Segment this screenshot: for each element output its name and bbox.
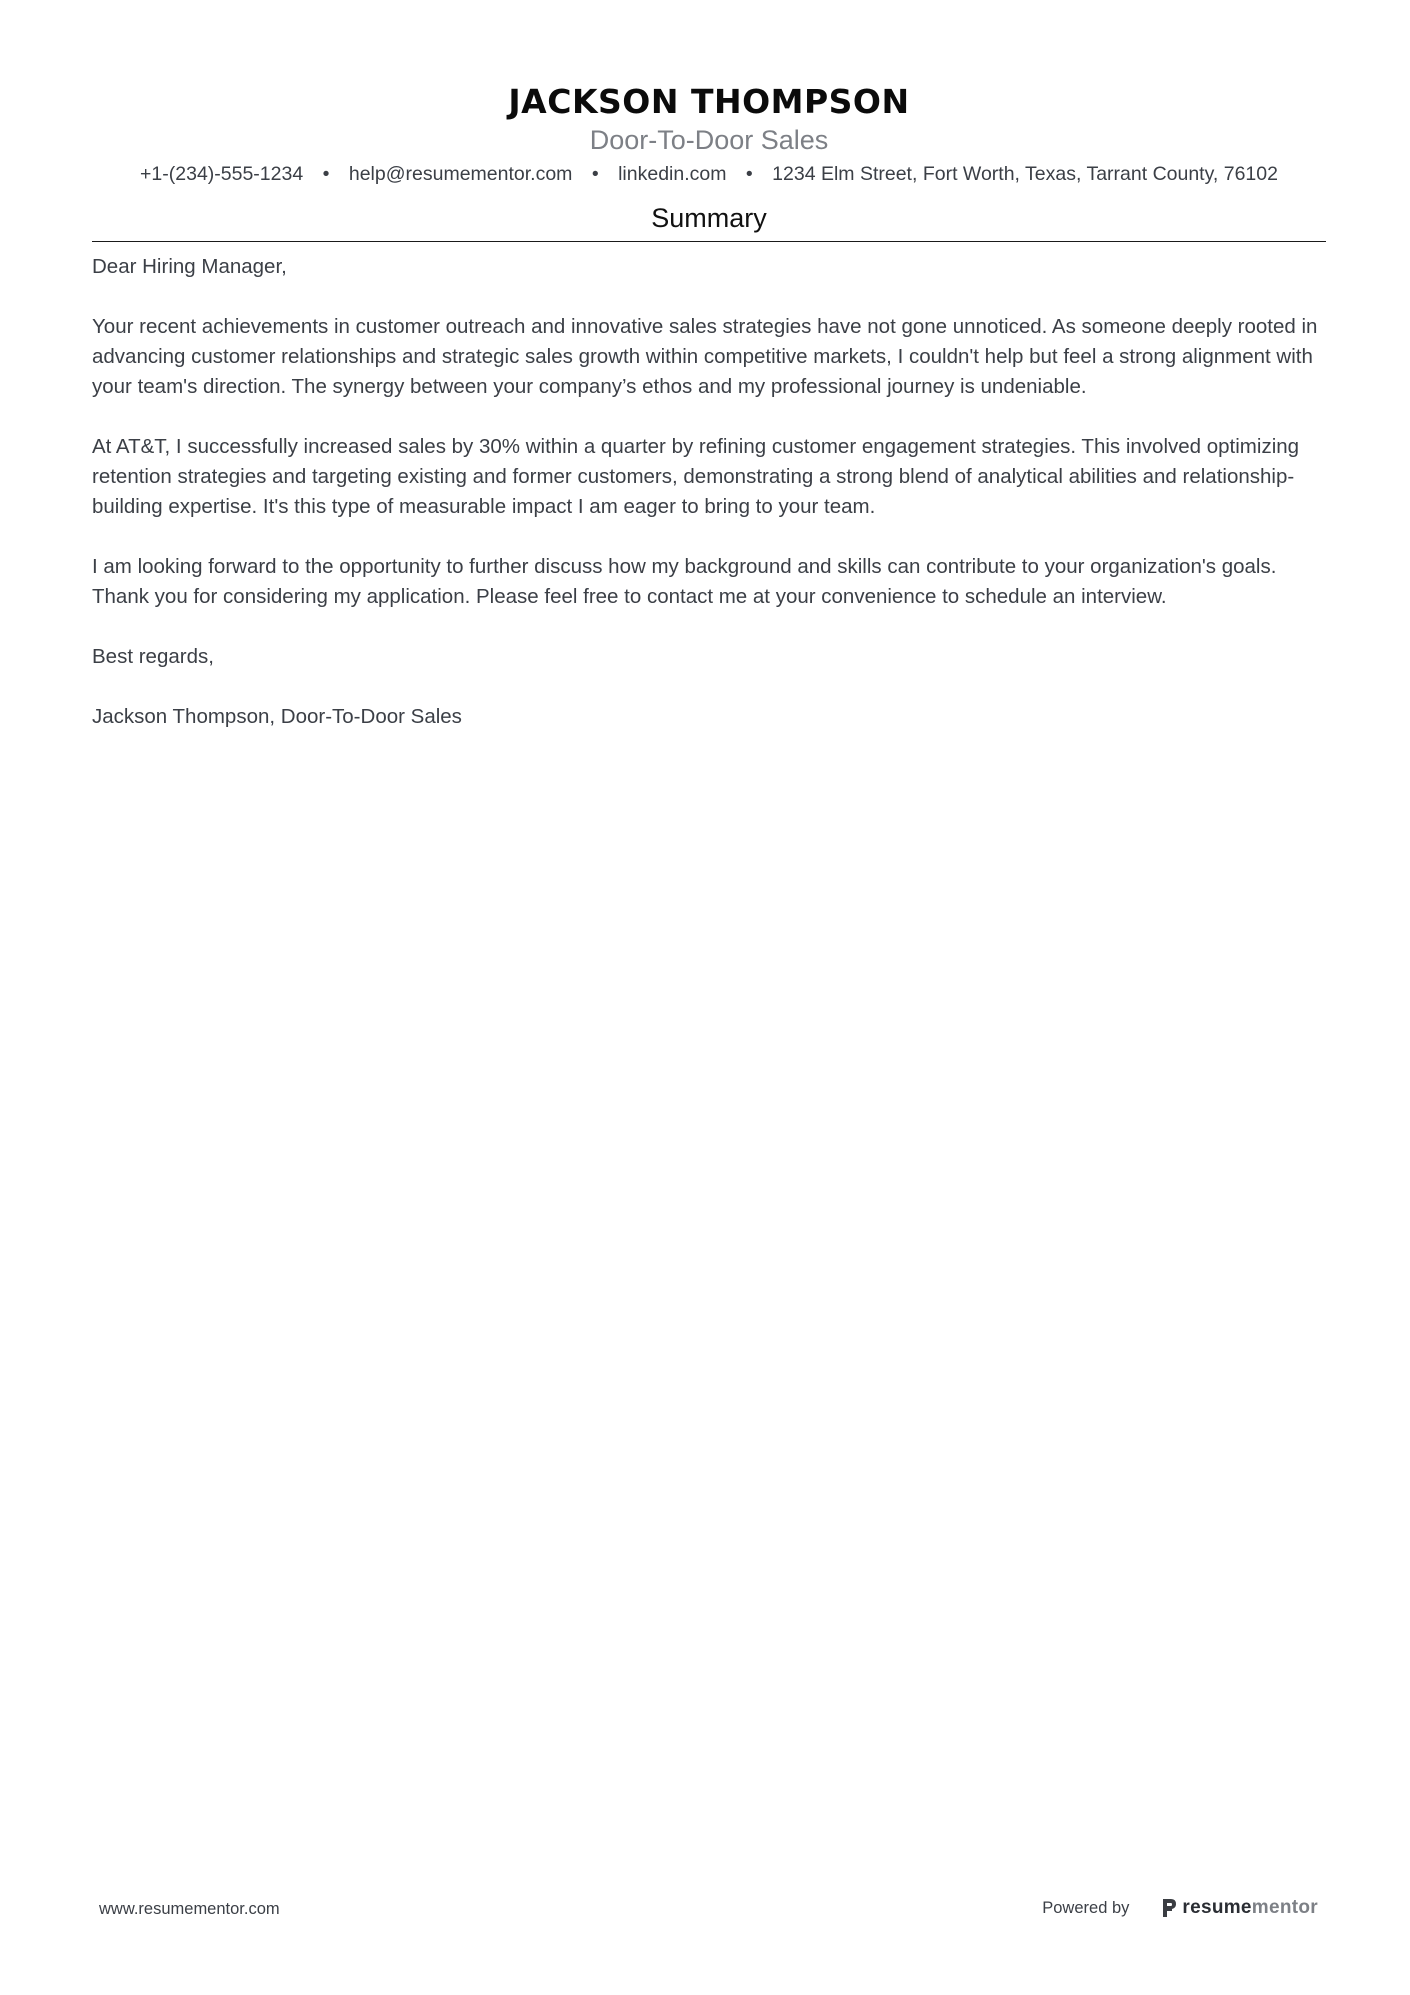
brand-text-mentor: mentor (1251, 1897, 1318, 1918)
letter-closing: Best regards, (92, 645, 214, 668)
cover-letter-body (92, 252, 1326, 762)
letter-paragraph: Your recent achievements in customer outreach and innovative sales strategies have not gone unnoticed. As someone deeply rooted in advancing customer relationships and strategic sales growth within competitive markets, I couldn't help but feel a strong alignment with your team's direction. The synergy between your company’s ethos and my professional journey is undeniable. (92, 315, 1318, 398)
powered-by-label: Powered by (1042, 1898, 1130, 1917)
footer-website[interactable]: www.resumementor.com (99, 1900, 280, 1918)
footer-branding (1042, 1897, 1318, 1919)
contact-line (92, 162, 1326, 186)
resumementor-logo-icon (1161, 1897, 1177, 1919)
section-title: Summary (651, 203, 767, 233)
brand-text-resume: resume (1182, 1897, 1252, 1918)
letter-signature: Jackson Thompson, Door-To-Door Sales (92, 705, 462, 728)
contact-separator: • (745, 163, 753, 185)
letter-greeting: Dear Hiring Manager, (92, 255, 287, 278)
section-divider (92, 241, 1326, 242)
contact-linkedin[interactable]: linkedin.com (618, 163, 727, 185)
candidate-name: JACKSON THOMPSON (508, 82, 910, 121)
contact-address: 1234 Elm Street, Fort Worth, Texas, Tarrant County, 76102 (772, 163, 1278, 185)
contact-separator: • (591, 163, 599, 185)
letter-paragraph: I am looking forward to the opportunity to further discuss how my background and skills can contribute to your organization's goals. Thank you for considering my application. Please feel free to contact me at your convenience to schedule an interview. (92, 555, 1277, 608)
header (92, 80, 1326, 186)
candidate-role: Door-To-Door Sales (589, 125, 829, 155)
letter-paragraph: At AT&T, I successfully increased sales by 30% within a quarter by refining customer engagement strategies. This involved optimizing retention strategies and targeting existing and former customers, demonstrating a strong blend of analytical abilities and relationship-building expertise. It's this type of measurable impact I am eager to bring to your team. (92, 435, 1300, 518)
contact-phone: +1-(234)-555-1234 (140, 163, 304, 185)
contact-separator: • (322, 163, 330, 185)
contact-email[interactable]: help@resumementor.com (348, 163, 573, 185)
resumementor-brand[interactable] (1161, 1897, 1318, 1919)
